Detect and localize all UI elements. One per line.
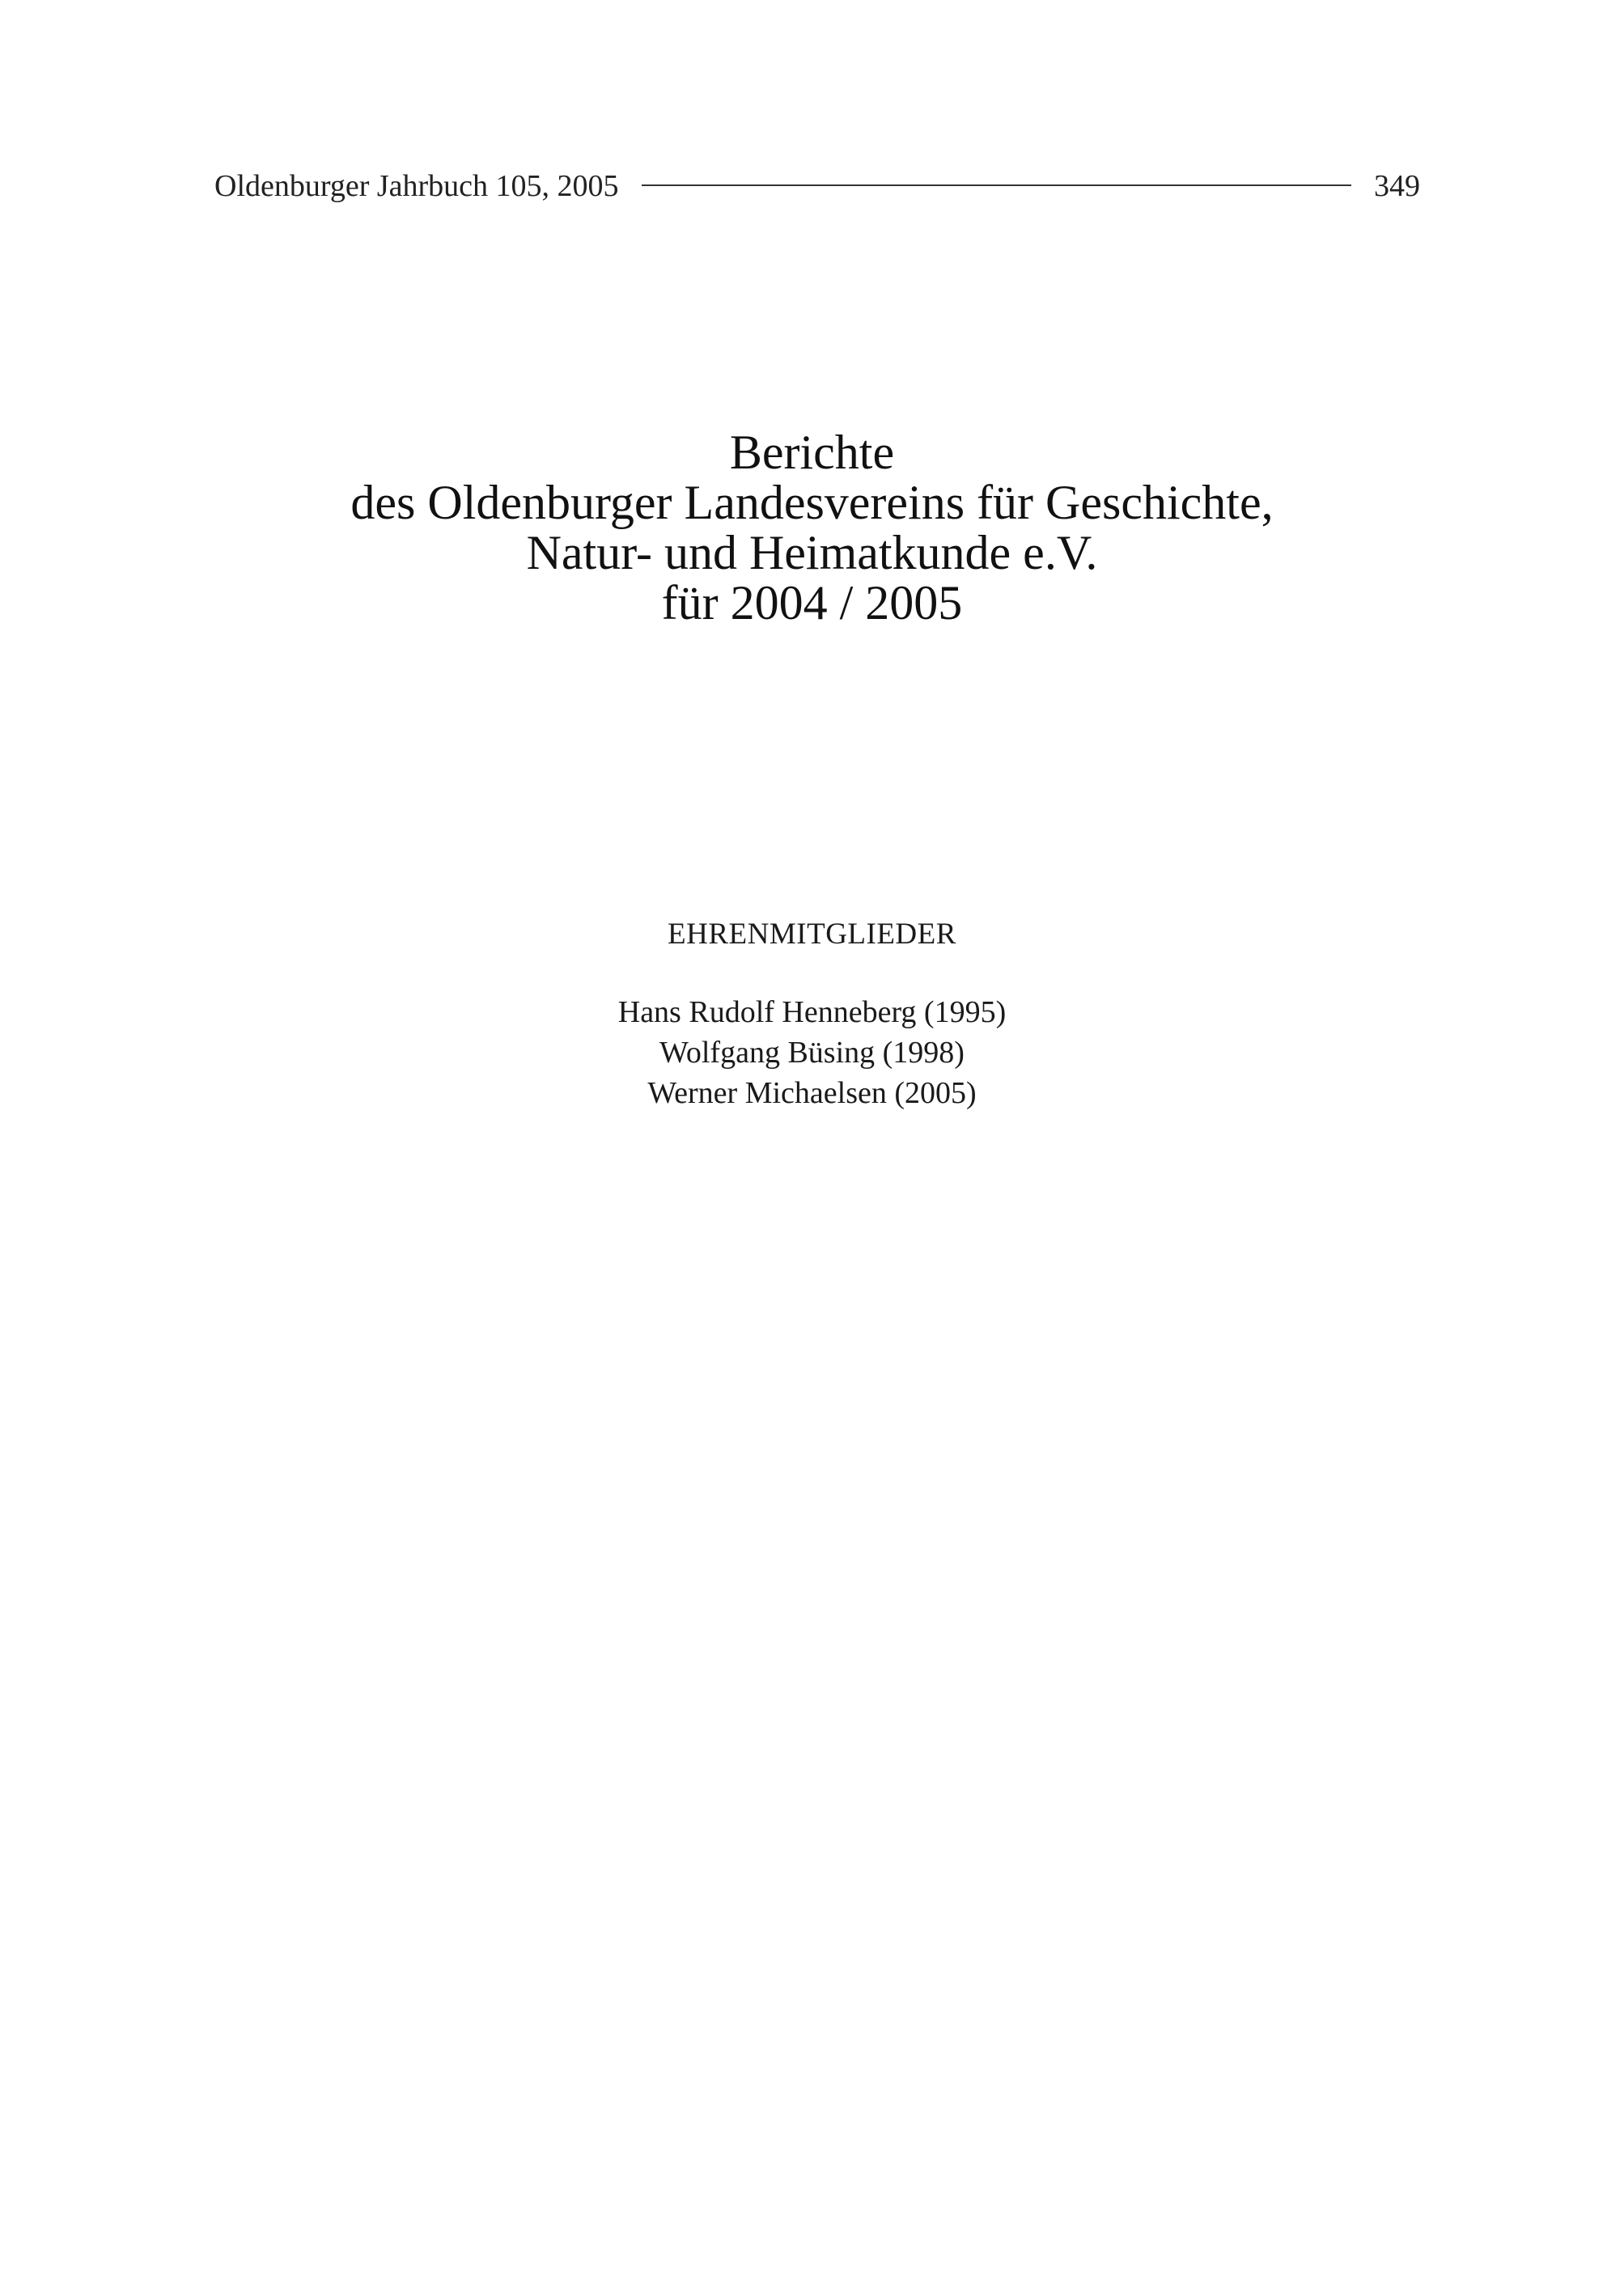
page-number: 349 bbox=[1374, 169, 1420, 203]
section-heading: EHRENMITGLIEDER bbox=[668, 918, 956, 951]
title-line: Natur- und Heimatkunde e.V. bbox=[526, 526, 1098, 579]
list-item: Hans Rudolf Henneberg (1995) bbox=[617, 995, 1007, 1029]
title-line: des Oldenburger Landesvereins für Geschichte, bbox=[350, 476, 1274, 529]
report-title bbox=[0, 427, 1624, 628]
title-line: für 2004 / 2005 bbox=[661, 576, 963, 629]
journal-title: Oldenburger Jahrbuch 105, 2005 bbox=[214, 169, 619, 203]
header-rule bbox=[642, 184, 1351, 186]
list-item: Wolfgang Büsing (1998) bbox=[659, 1036, 965, 1070]
running-header bbox=[214, 168, 1420, 209]
title-line: Berichte bbox=[729, 426, 895, 479]
list-item: Werner Michaelsen (2005) bbox=[647, 1076, 977, 1110]
member-list bbox=[0, 992, 1624, 1113]
